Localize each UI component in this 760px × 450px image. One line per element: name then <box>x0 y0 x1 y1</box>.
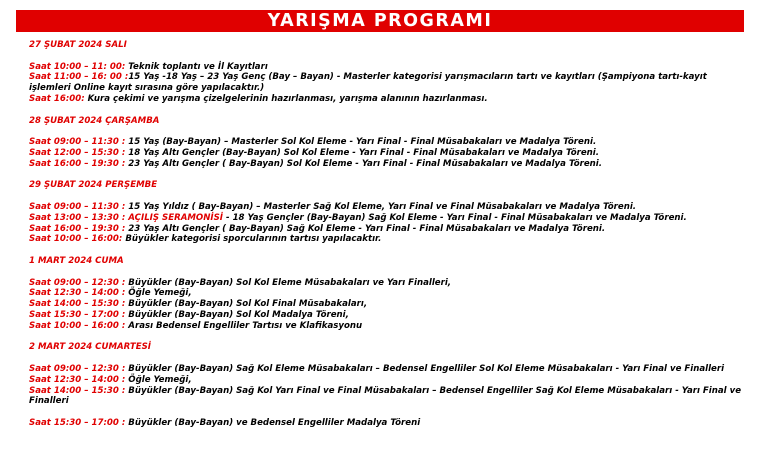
activity-text: Büyükler (Bay-Bayan) Sol Kol Madalya Töreni, <box>125 309 349 320</box>
time-range: Saat 14:00 – 15:30 : <box>29 299 126 310</box>
time-range: Saat 15:30 – 17:00 : <box>29 417 126 428</box>
page-title: YARIŞMA PROGRAMI <box>16 10 744 32</box>
heading-gap <box>29 191 744 202</box>
schedule-item <box>29 288 744 299</box>
item-gap <box>29 407 744 418</box>
time-range: Saat 16:00: <box>29 93 85 104</box>
activity-text: Büyükler (Bay-Bayan) Sağ Kol Yarı Final ve Final Müsabakaları – Bedensel Engelliler Sağ Kol Eleme Müsabakaları - Yarı Final ve Finalleri <box>29 385 745 407</box>
section-gap <box>29 105 744 116</box>
activity-text: Büyükler (Bay-Bayan) Sol Kol Eleme Müsabakaları ve Yarı Finalleri, <box>125 277 452 288</box>
time-range: Saat 09:00 – 11:30 : <box>29 137 126 148</box>
activity-text: Büyükler (Bay-Bayan) Sol Kol Final Müsabakaları, <box>125 299 368 310</box>
day-heading: 29 ŞUBAT 2024 PERŞEMBE <box>29 180 158 191</box>
time-range: Saat 12:30 – 14:00 : <box>29 288 126 299</box>
schedule-item <box>29 159 744 170</box>
schedule-item <box>29 386 744 408</box>
schedule-item <box>29 234 744 245</box>
schedule-item <box>29 148 744 159</box>
heading-gap <box>29 267 744 278</box>
activity-text: 15 Yaş Yıldız ( Bay-Bayan) – Masterler Sağ Kol Eleme, Yarı Final ve Final Müsabakaları ve Madalya Töreni. <box>125 201 637 212</box>
day-heading: 1 MART 2024 CUMA <box>29 255 124 266</box>
time-range: Saat 15:30 – 17:00 : <box>29 309 126 320</box>
time-range: Saat 09:00 – 11:30 : <box>29 201 126 212</box>
heading-gap <box>29 126 744 137</box>
section-gap <box>29 332 744 343</box>
schedule-item <box>29 299 744 310</box>
time-range: Saat 09:00 – 12:30 : <box>29 363 126 374</box>
schedule-item <box>29 418 744 429</box>
heading-gap <box>29 353 744 364</box>
activity-text: Arası Bedensel Engelliler Tartısı ve Klafikasyonu <box>125 320 363 331</box>
time-range: Saat 11:00 – 16: 00 : <box>29 72 129 83</box>
time-range: Saat 10:00 – 16:00 : <box>29 320 126 331</box>
time-range: Saat 13:00 – 13:30 : AÇILIŞ SERAMONİSİ <box>29 212 224 223</box>
time-range: Saat 12:00 – 15:30 : <box>29 147 126 158</box>
time-range: Saat 10:00 – 11: 00: <box>29 61 126 72</box>
section-gap <box>29 170 744 181</box>
schedule-item <box>29 202 744 213</box>
activity-text: Öğle Yemeği, <box>125 288 192 299</box>
activity-text: 23 Yaş Altı Gençler ( Bay-Bayan) Sol Kol Eleme - Yarı Final - Final Müsabakaları ve Madalya Töreni. <box>125 158 603 169</box>
schedule <box>29 40 744 429</box>
schedule-item <box>29 224 744 235</box>
schedule-item <box>29 310 744 321</box>
activity-text: Öğle Yemeği, <box>125 374 192 385</box>
activity-text: Kura çekimi ve yarışma çizelgelerinin hazırlanması, yarışma alanının hazırlanması. <box>84 93 488 104</box>
schedule-item <box>29 213 744 224</box>
time-range: Saat 10:00 – 16:00: <box>29 234 123 245</box>
activity-text: Büyükler (Bay-Bayan) Sağ Kol Eleme Müsabakaları – Bedensel Engelliler Sol Kol Eleme Müsabakaları - Yarı Final ve Finalleri <box>125 363 725 374</box>
activity-text: - 18 Yaş Gençler (Bay-Bayan) Sağ Kol Eleme - Yarı Final - Final Müsabakaları ve Madalya Töreni. <box>223 212 687 223</box>
time-range: Saat 16:00 – 19:30 : <box>29 223 126 234</box>
day-heading: 28 ŞUBAT 2024 ÇARŞAMBA <box>29 115 160 126</box>
schedule-item <box>29 321 744 332</box>
time-range: Saat 09:00 – 12:30 : <box>29 277 126 288</box>
activity-text: 23 Yaş Altı Gençler ( Bay-Bayan) Sağ Kol Eleme - Yarı Final - Final Müsabakaları ve Madalya Töreni. <box>125 223 606 234</box>
activity-text: 15 Yaş -18 Yaş – 23 Yaş Genç (Bay – Bayan) - Masterler kategorisi yarışmacıların tartı ve kayıtları (Şampiyona tartı-kayıt işlemleri Online kayıt sırasına göre yapılacaktır.) <box>29 72 710 94</box>
schedule-item <box>29 137 744 148</box>
activity-text: Büyükler kategorisi sporcularının tartısı yapılacaktır. <box>122 234 382 245</box>
heading-gap <box>29 51 744 62</box>
activity-text: Büyükler (Bay-Bayan) ve Bedensel Engelliler Madalya Töreni <box>125 417 421 428</box>
schedule-item <box>29 375 744 386</box>
time-range: Saat 14:00 – 15:30 : <box>29 385 126 396</box>
schedule-item <box>29 72 744 94</box>
activity-text: 18 Yaş Altı Gençler (Bay-Bayan) Sol Kol Eleme - Yarı Final - Final Müsabakaları ve Madalya Töreni. <box>125 147 600 158</box>
section-gap <box>29 245 744 256</box>
schedule-item <box>29 94 744 105</box>
day-heading: 2 MART 2024 CUMARTESİ <box>29 342 152 353</box>
day-heading: 27 ŞUBAT 2024 SALI <box>29 40 127 50</box>
time-range: Saat 12:30 – 14:00 : <box>29 374 126 385</box>
schedule-item <box>29 62 744 73</box>
schedule-item <box>29 364 744 375</box>
activity-text: 15 Yaş (Bay-Bayan) – Masterler Sol Kol Eleme - Yarı Final - Final Müsabakaları ve Madalya Töreni. <box>125 137 597 148</box>
schedule-item <box>29 278 744 289</box>
time-range: Saat 16:00 – 19:30 : <box>29 158 126 169</box>
activity-text: Teknik toplantı ve İl Kayıtları <box>125 61 268 72</box>
